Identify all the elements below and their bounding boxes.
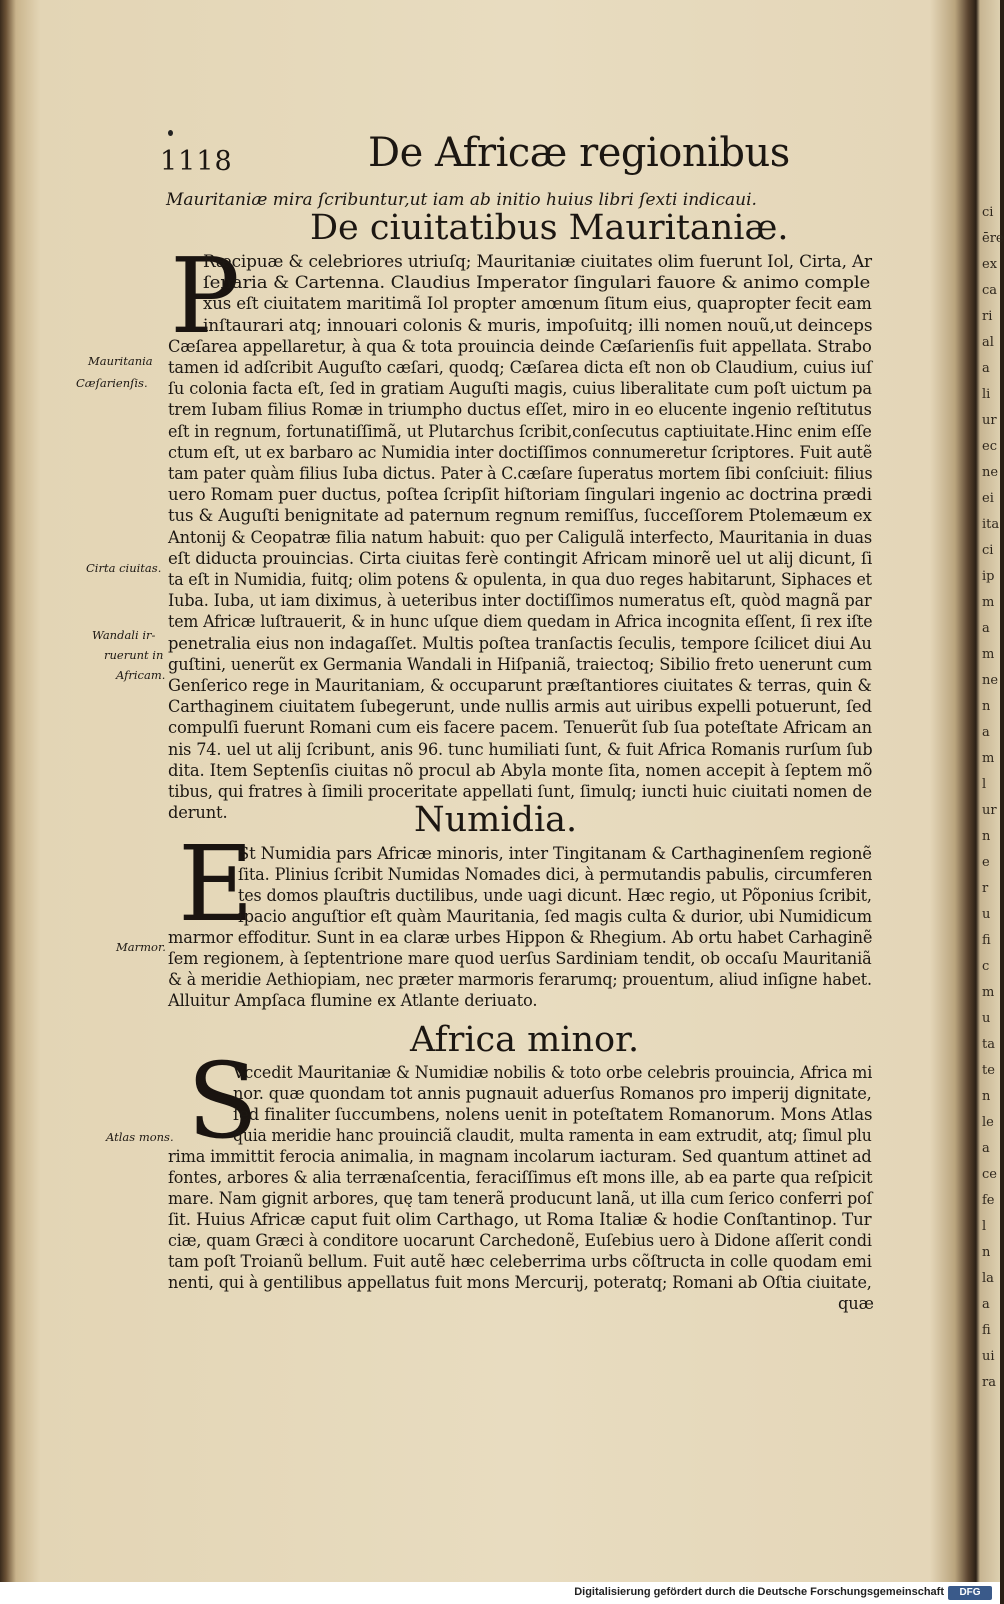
facing-page-fragment: n [982, 699, 991, 714]
facing-page-fragment: ra [982, 1375, 996, 1390]
facing-page-fragment: a [982, 1297, 990, 1312]
facing-page-fragment: m [982, 647, 995, 662]
facing-page-fragment: li [982, 387, 991, 402]
text-line: tamen id adſcribit Auguſto cæſari, quodq; Cæſarea dicta eſt non ob Claudium, cuius iuſ [168, 358, 872, 377]
facing-page-fragment: ex [982, 257, 998, 272]
text-line: tem Africæ luſtrauerit, & in hunc uſque diem quedam in Africa incognita eſſent, ſi rex iſte [168, 612, 873, 632]
drop-initial: S [187, 1040, 259, 1162]
text-line: Vccedit Mauritaniæ & Numidiæ nobilis & toto orbe celebris prouincia, Africa mi [233, 1063, 873, 1082]
facing-page-fragment: ur [982, 413, 997, 428]
text-line: Iuba. Iuba, ut iam diximus, à ueteribus inter doctiſſimos numeratus eſt, quòd magnã par [168, 591, 872, 611]
facing-page-fragment: l [982, 1219, 987, 1234]
text-line: ſu colonia facta eſt, ſed in gratiam Auguſti magis, cuius liberalitate cum poſt uictum pa [168, 379, 872, 399]
facing-page-fragment: ne [982, 465, 999, 480]
facing-page-fragment: m [982, 751, 995, 766]
footer-credit: Digitalisierung gefördert durch die Deutsche Forschungsgemeinschaft [574, 1586, 944, 1598]
facing-page-edge [978, 0, 1004, 1582]
catchword: quæ [838, 1294, 874, 1313]
text-line: marmor effoditur. Sunt in ea claræ urbes Hippon & Rhegium. Ab ortu habet Carhaginẽ [168, 928, 873, 947]
facing-page-fragment: a [982, 621, 990, 636]
text-line: tibus, qui fratres à ſimili proceritate appellati ſunt, ſimulq; iuncti huic ciuitati nomen de [168, 782, 872, 801]
facing-page-fragment: n [982, 829, 991, 844]
section-heading: Numidia. [414, 800, 578, 840]
facing-page-fragment: ui [982, 1349, 995, 1364]
text-line: tam pater quàm filius Iuba dictus. Pater à C.cæſare ſuperatus mortem ſibi conſciuit: filius [168, 464, 873, 483]
facing-page-fragment: te [982, 1063, 995, 1078]
facing-page-fragment: ec [982, 439, 997, 454]
facing-page-fragment: fi [982, 933, 991, 948]
ink-speck [168, 130, 173, 136]
text-line: xus eſt ciuitatem maritimã Iol propter amœnum ſitum eius, quapropter fecit eam [203, 294, 872, 314]
drop-initial: E [178, 823, 254, 945]
facing-page-fragment: m [982, 985, 995, 1000]
text-line: ſed finaliter ſuccumbens, nolens uenit in poteſtatem Romanorum. Mons Atlas [233, 1105, 873, 1124]
facing-page-fragment: fe [982, 1193, 995, 1208]
text-line: Antonij & Ceopatræ filia natum habuit: quo per Caligulã interfecto, Mauritania in duas [168, 527, 873, 547]
running-head: De Africæ regionibus [368, 130, 790, 176]
facing-page-fragment: u [982, 1011, 991, 1026]
margin-note: Africam. [116, 668, 166, 682]
text-line: Ræcipuæ & celebriores utriuſq; Mauritaniæ ciuitates olim fuerunt Iol, Cirta, Ar [203, 252, 872, 271]
text-line: fontes, arbores & alia terrænaſcentia, feraciſſimus eſt mons ille, ab ea parte qua reſpicit [168, 1168, 873, 1187]
margin-note: Marmor. [116, 940, 166, 954]
dfg-logo: DFG [948, 1586, 992, 1600]
text-line: ſem regionem, à ſeptentrione mare quod uerſus Sardiniam tendit, ob occaſu Mauritaniã [168, 949, 872, 968]
facing-page-fragment: ri [982, 309, 993, 324]
text-line: inſtaurari atq; innouari colonis & muris, impoſuitq; illi nomen nouũ,ut deinceps [203, 315, 873, 335]
facing-page-fragment: ita [982, 517, 1000, 532]
footer-bar [0, 1582, 1000, 1604]
text-line: rima immittit ferocia animalia, in magnam incolarum iacturam. Sed quantum attinet ad [168, 1147, 872, 1166]
facing-page-fragment: a [982, 725, 990, 740]
margin-note: Cirta ciuitas. [86, 561, 162, 575]
facing-page-fragment: m [982, 595, 995, 610]
text-line: eſt in regnum, fortunatiſſimã, ut Plutarchus ſcribit,conſecutus captiuitate.Hinc enim eſſe [168, 421, 872, 441]
text-line: tus & Auguſti benignitate ad paternum regnum remiſſus, ſucceſſorem Ptolemæum ex [168, 506, 872, 526]
text-line: Genſerico rege in Mauritaniam, & occuparunt præſtantiores ciuitates & terras, quin & [168, 676, 872, 695]
continuation-line: Mauritaniæ mira ſcribuntur,ut iam ab initio huius libri ſexti indicaui. [166, 190, 757, 210]
text-line: quia meridie hanc prouinciã claudit, multa ramenta in eam extrudit, atq; ſimul plu [233, 1126, 872, 1145]
text-line: trem Iubam filius Romæ in triumpho ductus eſſet, miro in eo elucente ingenio reſtitutus [168, 400, 872, 420]
text-line: Alluitur Ampſaca flumine ex Atlante deriuato. [168, 991, 538, 1010]
facing-page-fragment: u [982, 907, 991, 922]
facing-page-fragment: l [982, 777, 987, 792]
text-line: derunt. [168, 803, 228, 823]
facing-page-fragment: le [982, 1115, 994, 1130]
text-line: tes domos plauſtris ductilibus, unde uagi dicunt. Hæc regio, ut Põponius ſcribit, [238, 886, 872, 905]
drop-initial: P [170, 235, 240, 357]
facing-page-fragment: a [982, 361, 990, 376]
facing-page-fragment: c [982, 959, 990, 974]
text-line: nis 74. uel ut alij ſcribunt, anis 96. tunc humiliati ſunt, & fuit Africa Romanis rurſum ſub [168, 739, 873, 759]
page-number: 1118 [160, 146, 233, 177]
text-line: & à meridie Aethiopiam, nec præter marmoris ferarumq; prouentum, aliud inſigne habet. [168, 970, 872, 989]
text-line: ſita. Plinius ſcribit Numidas Nomades dici, à permutandis pabulis, circumferen [238, 865, 873, 884]
text-line: tam poſt Troianũ bellum. Fuit autẽ hæc celeberrima urbs cõſtructa in colle quodam emi [168, 1252, 872, 1271]
text-line: ciæ, quam Græci à conditore uocarunt Carchedonẽ, Euſebius uero à Didone aſſerit condi [168, 1231, 872, 1250]
margin-note: Cæſarienſis. [76, 376, 148, 390]
text-line: compulſi fuerunt Romani cum eis facere pacem. Tenuerũt ſub ſua poteſtate Africam an [168, 718, 872, 738]
text-line: eſt diducta prouincias. Cirta ciuitas ferè contingit Africam minorẽ uel ut alij dicunt, ſi [168, 548, 873, 568]
section-heading: Africa minor. [410, 1020, 640, 1060]
facing-page-fragment: ce [982, 1167, 997, 1182]
facing-page-fragment: ci [982, 543, 994, 558]
facing-page-fragment: al [982, 335, 994, 350]
facing-page-fragment: n [982, 1089, 991, 1104]
text-line: ſpacio anguſtior eſt quàm Mauritania, ſed magis culta & durior, ubi Numidicum [238, 907, 872, 926]
section-heading: De ciuitatibus Mauritaniæ. [310, 208, 789, 248]
margin-note: Atlas mons. [106, 1130, 174, 1144]
text-line: St Numidia pars Africæ minoris, inter Tingitanam & Carthaginenſem regionẽ [238, 844, 872, 863]
facing-page-fragment: ip [982, 569, 995, 584]
text-line: nenti, qui à gentilibus appellatus fuit mons Mercurij, poteratq; Romani ab Oſtia ciuitate, [168, 1273, 872, 1292]
text-line: penetralia eius non indagaſſet. Multis poſtea tranſactis ſeculis, tempore ſcilicet diui Au [168, 633, 872, 653]
text-line: ta eſt in Numidia, fuitq; olim potens & opulenta, in qua duo reges habitarunt, Siphaces et [168, 570, 872, 589]
text-line: guſtini, uenerũt ex Germania Wandali in Hiſpaniã, traiectoq; Sibilio freto uenerunt cum [168, 654, 872, 674]
text-line: ſit. Huius Africæ caput fuit olim Carthago, ut Roma Italiæ & hodie Conſtantinop. Tur [168, 1210, 872, 1229]
text-line: uero Romam puer ductus, poſtea ſcripſit hiſtoriam ſingulari ingenio ac doctrina prædi [168, 485, 872, 505]
text-line: ctum eſt, ut ex barbaro ac Numidia inter doctiſſimos connumeretur ſcriptores. Fuit autẽ [168, 442, 873, 462]
facing-page-fragment: la [982, 1271, 994, 1286]
margin-note: Wandali ir- [92, 628, 156, 642]
text-line: mare. Nam gignit arbores, quę tam tenerã producunt lanã, ut illa cum ſerico conferri poſ [168, 1189, 873, 1208]
facing-page-fragment: ne [982, 673, 999, 688]
facing-page-fragment: fi [982, 1323, 991, 1338]
text-line: nor. quæ quondam tot annis pugnauit aduerſus Romanos pro imperij dignitate, [233, 1084, 872, 1103]
margin-note: ruerunt in [104, 648, 164, 662]
facing-page-fragment: r [982, 881, 989, 896]
facing-page-fragment: a [982, 1141, 990, 1156]
facing-page-fragment: ta [982, 1037, 995, 1052]
facing-page-fragment: ci [982, 205, 994, 220]
facing-page-fragment: n [982, 1245, 991, 1260]
facing-page-fragment: ur [982, 803, 997, 818]
text-line: Cæſarea appellaretur, à qua & tota prouincia deinde Cæſarienſis fuit appellata. Strabo [168, 336, 872, 356]
facing-page-fragment: ēre [982, 231, 1004, 246]
facing-page-fragment: ca [982, 283, 998, 298]
text-line: dita. Item Septenſis ciuitas nõ procul ab Abyla monte ſita, nomen accepit à ſeptem mõ [168, 760, 873, 780]
margin-note: Mauritania [88, 354, 153, 368]
text-line: ſenaria & Cartenna. Claudius Imperator ſingulari fauore & animo comple [203, 273, 871, 293]
facing-page-fragment: ei [982, 491, 994, 506]
text-line: Carthaginem ciuitatem ſubegerunt, unde nullis armis aut uiribus expelli potuerunt, ſed [168, 697, 872, 717]
facing-page-fragment: e [982, 855, 990, 870]
